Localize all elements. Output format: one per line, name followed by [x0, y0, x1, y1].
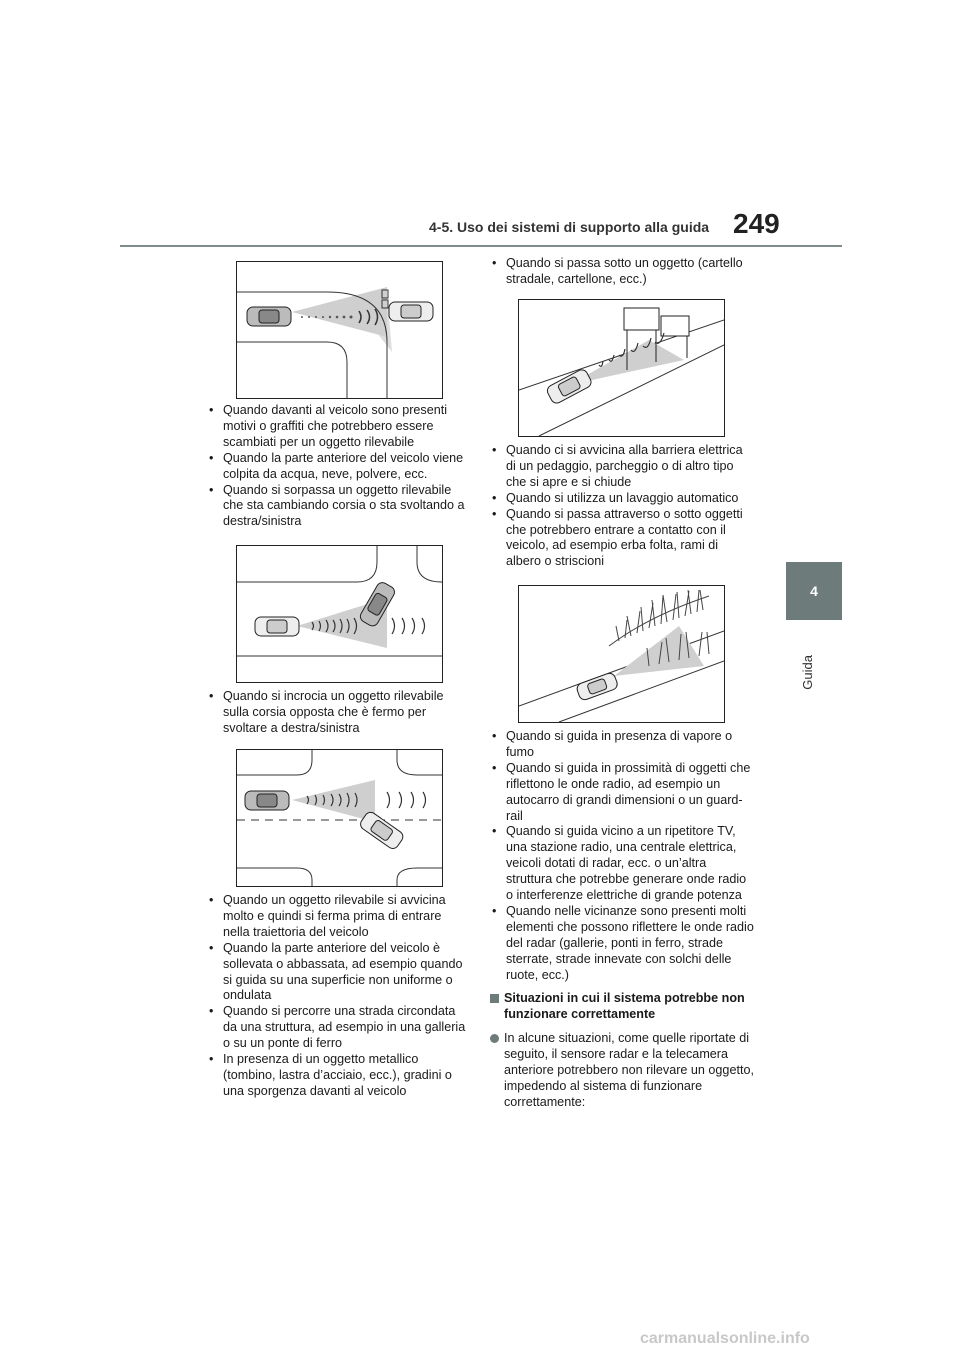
- header-rule: [120, 245, 842, 247]
- list-item: • Quando si guida in prossimità di oggetti che riflettono le onde radio, ad esempio un autocarro di grandi dimensioni o un guard-rail: [490, 761, 755, 825]
- section-paragraph-wrap: [490, 1031, 755, 1111]
- list-item: • Quando si guida in presenza di vapore o fumo: [490, 729, 755, 761]
- chapter-label: Guida: [800, 655, 815, 690]
- list-item: • Quando si sorpassa un oggetto rilevabile che sta cambiando corsia o sta svoltando a destra/sinistra: [207, 483, 469, 531]
- list-item: • Quando si guida vicino a un ripetitore TV, una stazione radio, una centrale elettrica, veicoli dotati di radar, ecc. o un’altra struttura che potrebbe generare onde radio o interferenze elettriche di grande potenza: [490, 824, 755, 904]
- left-bullets-2: [207, 689, 469, 737]
- illustration-approach-stop: [236, 749, 443, 887]
- chapter-number: 4: [810, 583, 818, 599]
- list-item: • Quando la parte anteriore del veicolo è sollevata o abbassata, ad esempio quando si guida su una superficie non uniforme o ondulata: [207, 941, 469, 1005]
- list-item: • Quando si incrocia un oggetto rilevabile sulla corsia opposta che è fermo per svoltare a destra/sinistra: [207, 689, 469, 737]
- list-item: • Quando si utilizza un lavaggio automatico: [490, 491, 755, 507]
- section-heading-wrap: [490, 991, 755, 1023]
- illustration-tall-grass: [518, 585, 725, 723]
- list-item: • Quando si passa attraverso o sotto oggetti che potrebbero entrare a contatto con il veicolo, ad esempio erba folta, rami di albero o striscioni: [490, 507, 755, 571]
- list-item: • Quando nelle vicinanze sono presenti molti elementi che possono riflettere le onde radio del radar (gallerie, ponti in ferro, strade sterrate, strade innevate con solchi delle ruote, ecc.): [490, 904, 755, 984]
- illustration-curve-overtake: [236, 261, 443, 399]
- list-item: • Quando la parte anteriore del veicolo viene colpita da acqua, neve, polvere, ecc.: [207, 451, 469, 483]
- right-bullets-0: [490, 256, 755, 288]
- section-heading: Situazioni in cui il sistema potrebbe non funzionare correttamente: [504, 991, 745, 1021]
- page-number: 249: [733, 208, 780, 239]
- square-bullet-icon: [490, 994, 499, 1003]
- list-item: • Quando si percorre una strada circondata da una struttura, ad esempio in una galleria o su un ponte di ferro: [207, 1004, 469, 1052]
- illustration-crossing-turn: [236, 545, 443, 683]
- list-item: • In presenza di un oggetto metallico (tombino, lastra d’acciaio, ecc.), gradini o una sporgenza davanti al veicolo: [207, 1052, 469, 1100]
- section-paragraph: In alcune situazioni, come quelle riportate di seguito, il sensore radar e la telecamera anteriore potrebbero non rilevare un oggetto, impedendo al sistema di funzionare correttamente:: [504, 1031, 754, 1109]
- right-bullets-2: [490, 729, 755, 984]
- right-bullets-1: [490, 443, 755, 570]
- list-item: • Quando un oggetto rilevabile si avvicina molto e quindi si ferma prima di entrare nella traiettoria del veicolo: [207, 893, 469, 941]
- circle-bullet-icon: [490, 1034, 499, 1043]
- section-title: 4-5. Uso dei sistemi di supporto alla guida: [429, 219, 710, 235]
- list-item: • Quando davanti al veicolo sono presenti motivi o graffiti che potrebbero essere scambiati per un oggetto rilevabile: [207, 403, 469, 451]
- chapter-tab[interactable]: [786, 562, 842, 620]
- list-item: • Quando ci si avvicina alla barriera elettrica di un pedaggio, parcheggio o di altro tipo che si apre e si chiude: [490, 443, 755, 491]
- watermark: carmanualsonline.info: [640, 1330, 810, 1347]
- left-bullets-1: [207, 403, 469, 530]
- list-item: • Quando si passa sotto un oggetto (cartello stradale, cartellone, ecc.): [490, 256, 755, 288]
- left-bullets-3: [207, 893, 469, 1100]
- illustration-road-sign: [518, 299, 725, 437]
